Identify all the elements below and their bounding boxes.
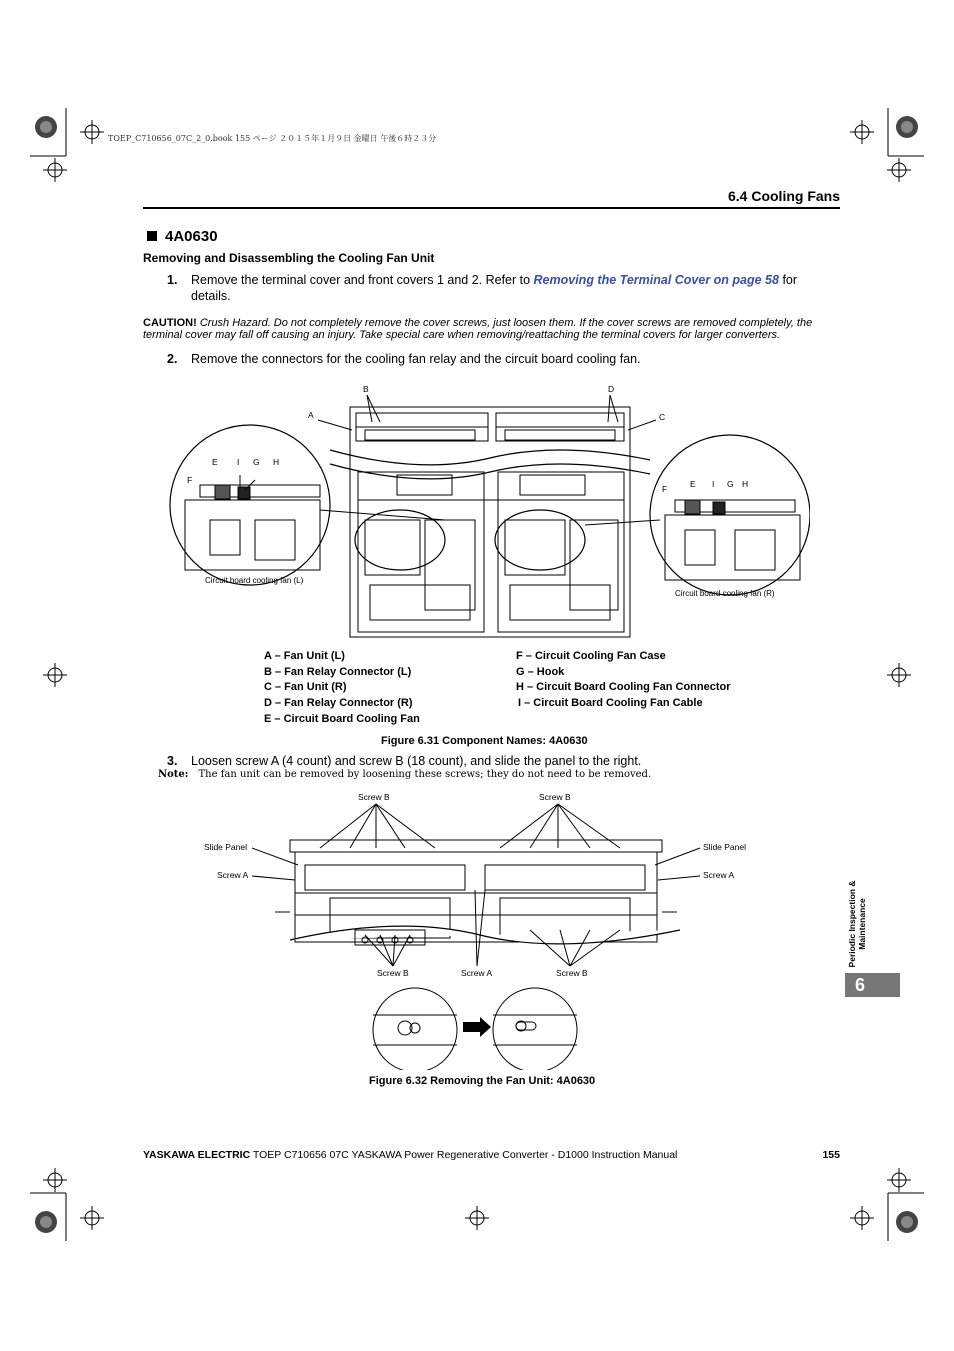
component-names-diagram — [160, 380, 810, 640]
label-i-left: I — [237, 457, 240, 467]
step-text: Loosen screw A (4 count) and screw B (18 count), and slide the panel to the right. — [191, 754, 642, 768]
label-screw-b: Screw B — [539, 792, 571, 802]
legend-item: I – Circuit Board Cooling Fan Cable — [518, 697, 703, 709]
caution-notice — [143, 317, 843, 341]
label-f-left: F — [187, 475, 193, 485]
legend-item: D – Fan Relay Connector (R) — [264, 697, 413, 709]
top-plate — [290, 840, 662, 852]
legend-item: G – Hook — [516, 666, 565, 678]
label-e-left: E — [212, 457, 218, 467]
caution-label: CAUTION! — [143, 317, 197, 329]
label-d: D — [608, 384, 615, 394]
label-screw-a-right: Screw A — [703, 870, 735, 880]
step-number: 1. — [167, 273, 178, 287]
section-title: 6.4 Cooling Fans — [727, 188, 840, 204]
caution-text: Crush Hazard. Do not completely remove the cover screws, just loosen them. If the cover screws are removed completely, the terminal cover may fall off causing an injury. Take special care when removing/reattaching the terminal covers for larger converters. — [143, 317, 813, 341]
label-a: A — [308, 410, 314, 420]
heading-text: 4A0630 — [165, 228, 218, 245]
legend-item: B – Fan Relay Connector (L) — [264, 666, 412, 678]
legend-item: F – Circuit Cooling Fan Case — [516, 650, 666, 662]
chapter-tab: 6 — [845, 973, 900, 997]
legend-item: E – Circuit Board Cooling Fan — [264, 713, 420, 725]
label-f-right: F — [662, 484, 668, 494]
side-tab-label — [846, 870, 866, 980]
figure-caption: Figure 6.32 Removing the Fan Unit: 4A0630 — [369, 1075, 596, 1087]
legend-item: C – Fan Unit (R) — [264, 681, 347, 693]
note-text: The fan unit can be removed by loosening these screws; they do not need to be removed. — [198, 769, 652, 780]
section-heading — [147, 228, 218, 245]
label-screw-b: Screw B — [377, 968, 409, 978]
step-2 — [167, 351, 837, 369]
label-g-right: G — [727, 479, 734, 489]
step-number: 3. — [167, 754, 178, 768]
figure-caption: Figure 6.31 Component Names: 4A0630 — [381, 735, 588, 747]
arrow-right-icon — [463, 1017, 491, 1037]
label-slide-panel-right: Slide Panel — [703, 842, 747, 852]
note-label: Note: — [158, 769, 189, 780]
caption-fan-left: Circuit board cooling fan (L) — [205, 576, 304, 585]
fan-unit-removal-diagram — [200, 790, 760, 1070]
legend-item: H – Circuit Board Cooling Fan Connector — [516, 681, 731, 693]
legend-item: A – Fan Unit (L) — [264, 650, 345, 662]
slide-panel-right — [485, 865, 645, 890]
step-text-part: Remove the terminal cover and front covers 1 and 2. Refer to — [191, 273, 534, 287]
step-text-part: for details. — [191, 273, 798, 303]
slide-panel-left — [305, 865, 465, 890]
label-g-left: G — [253, 457, 260, 467]
detail-before — [373, 988, 457, 1070]
step-1 — [167, 272, 837, 306]
step-text — [191, 272, 831, 304]
page-number: 155 — [822, 1149, 840, 1161]
zoom-detail-left — [170, 425, 330, 585]
terminal-cover-link[interactable]: Removing the Terminal Cover on page 58 — [533, 273, 779, 287]
label-b: B — [363, 384, 369, 394]
print-header: TOEP_C710656_07C_2_0.book 155 ページ ２０１５年１月９日 金曜日 午後６時２３分 — [108, 134, 437, 143]
label-screw-a: Screw A — [461, 968, 493, 978]
footer — [143, 1149, 677, 1161]
note — [158, 769, 838, 780]
label-screw-b: Screw B — [358, 792, 390, 802]
step-text: Remove the connectors for the cooling fan relay and the circuit board cooling fan. — [191, 352, 641, 366]
label-c: C — [659, 412, 666, 422]
label-screw-b: Screw B — [556, 968, 588, 978]
label-e-right: E — [690, 479, 696, 489]
caption-fan-right: Circuit board cooling fan (R) — [675, 589, 775, 598]
subheading: Removing and Disassembling the Cooling Fan Unit — [143, 251, 435, 265]
label-i-right: I — [712, 479, 715, 489]
label-slide-panel-left: Slide Panel — [204, 842, 248, 852]
header-rule — [143, 207, 840, 209]
footer-text: TOEP C710656 07C YASKAWA Power Regenerative Converter - D1000 Instruction Manual — [250, 1149, 678, 1161]
footer-brand: YASKAWA ELECTRIC — [143, 1149, 251, 1161]
label-screw-a-left: Screw A — [217, 870, 249, 880]
label-h-left: H — [273, 457, 280, 467]
step-number: 2. — [167, 352, 178, 366]
chapter-name: Periodic Inspection & Maintenance — [847, 880, 867, 968]
square-bullet-icon — [147, 231, 157, 241]
label-h-right: H — [742, 479, 749, 489]
